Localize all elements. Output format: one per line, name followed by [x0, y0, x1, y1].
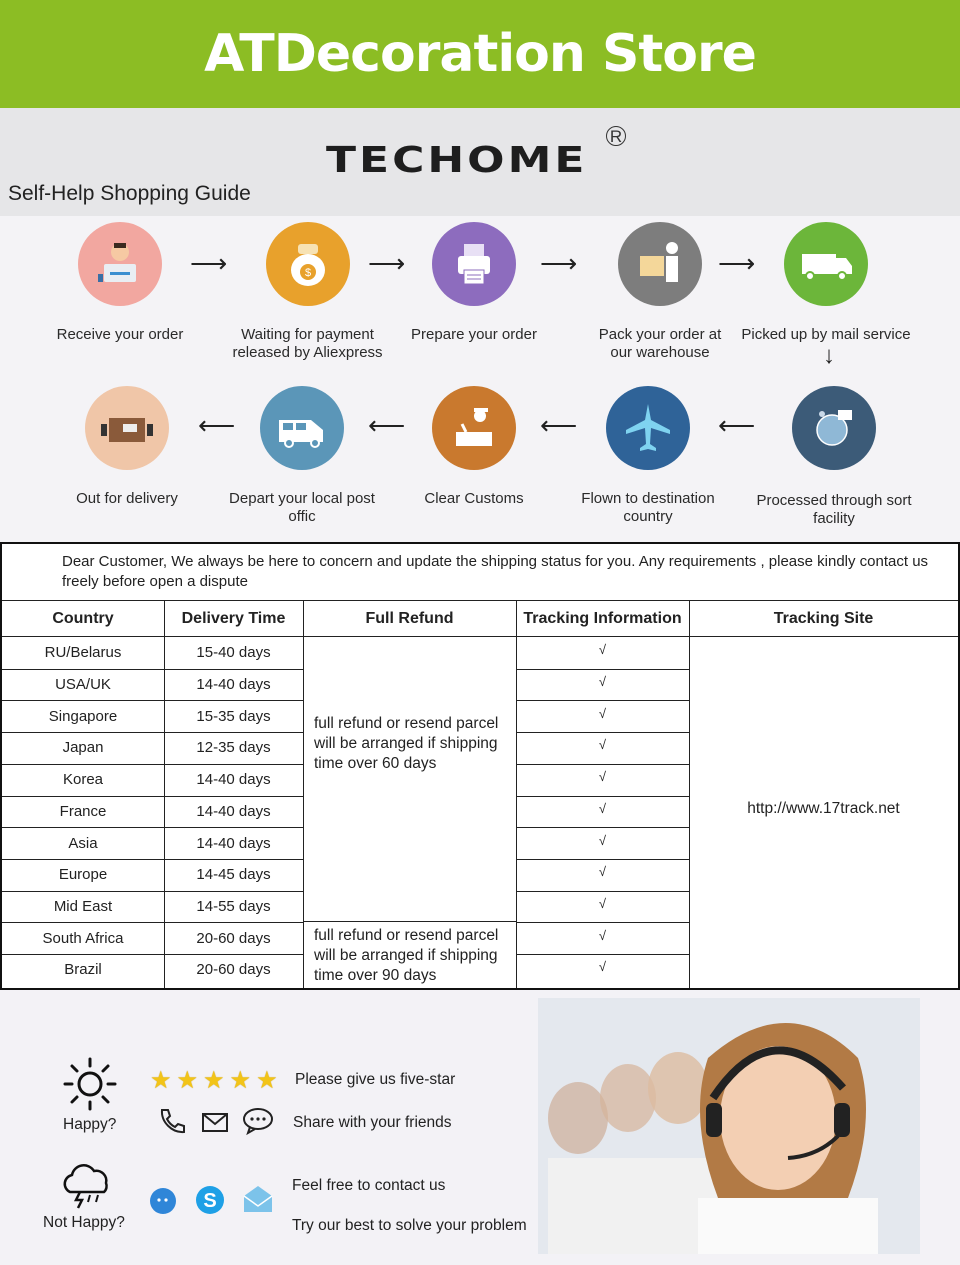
step-label: Prepare your order [411, 326, 537, 343]
country-cell: Singapore [48, 707, 118, 725]
van-icon [260, 386, 344, 470]
registered-mark: R [606, 126, 626, 146]
delivery-time-cell: 20-60 days [196, 929, 271, 947]
country-cell: Europe [58, 866, 108, 884]
tracking-check-cell: √ [598, 895, 607, 911]
tracking-check-cell: √ [598, 674, 607, 690]
truck-icon [784, 222, 868, 306]
airplane-icon [606, 386, 690, 470]
tracking-check-cell: √ [598, 864, 607, 880]
email-icon[interactable] [242, 1184, 274, 1219]
happy-label: Happy? [63, 1116, 117, 1133]
delivery-time-cell: 14-45 days [196, 866, 271, 884]
header-country: Country [52, 609, 114, 627]
step-label: Picked up by mail service [741, 326, 911, 343]
warehouse-worker-icon [618, 222, 702, 306]
step-label: Clear Customs [424, 490, 524, 507]
delivery-time-cell: 15-35 days [196, 707, 271, 725]
star-icon: ★ [176, 1067, 199, 1094]
country-cell: Korea [62, 771, 104, 789]
tracking-check-cell: √ [598, 642, 607, 658]
header-full-refund: Full Refund [365, 609, 454, 627]
star-icon: ★ [256, 1067, 278, 1094]
package-delivery-icon [85, 386, 169, 470]
delivery-time-cell: 15-40 days [196, 644, 271, 662]
delivery-time-cell: 14-40 days [196, 834, 271, 852]
country-cell: South Africa [42, 929, 124, 947]
refund-90-days: full refund or resend parcel will be arranged if shipping time over 90 days [314, 927, 499, 984]
step-sort-facility [750, 386, 918, 528]
arrow-left-icon: ⟵ [368, 410, 406, 440]
svg-text:S: S [203, 1190, 217, 1212]
step-receive-order [40, 222, 200, 344]
printer-icon [432, 222, 516, 306]
shipping-info-panel [0, 542, 960, 990]
chat-icon[interactable] [242, 1106, 276, 1141]
arrow-left-icon: ⟵ [718, 410, 756, 440]
support-agent-photo [538, 998, 920, 1254]
tracking-check-cell: √ [598, 959, 607, 975]
arrow-right-icon: ⟶ [190, 248, 228, 278]
step-flown [574, 386, 722, 526]
country-cell: Mid East [53, 897, 113, 915]
brand-logo: TECHOME [326, 140, 588, 181]
share-text: Share with your friends [293, 1114, 452, 1131]
star-icon: ★ [229, 1067, 252, 1094]
refund-60-days: full refund or resend parcel will be arranged if shipping time over 60 days [314, 715, 499, 772]
solve-text: Try our best to solve your problem [292, 1217, 527, 1234]
envelope-icon[interactable] [200, 1106, 230, 1141]
star-icon: ★ [203, 1067, 225, 1094]
header-tracking-site: Tracking Site [773, 609, 874, 627]
step-label: Pack your order at our warehouse [598, 326, 722, 361]
tracking-check-cell: √ [598, 737, 607, 753]
step-label: Processed through sort facility [756, 492, 912, 527]
step-pack-order [586, 222, 734, 362]
arrow-down-icon: ↓ [823, 342, 835, 369]
customer-notice: Dear Customer, We always be here to concern and update the shipping status for you. Any requirements , please kindly contact us freely before open a dispute [62, 553, 929, 590]
five-star-rating [150, 1066, 278, 1095]
step-label: Waiting for payment released by Aliexpress [232, 326, 383, 361]
arrow-right-icon: ⟶ [718, 248, 756, 278]
receive-order-icon [78, 222, 162, 306]
step-depart-post [228, 386, 376, 526]
five-star-text: Please give us five-star [295, 1071, 456, 1088]
country-cell: USA/UK [55, 676, 111, 694]
country-cell: France [59, 802, 107, 820]
tracking-check-cell: √ [598, 927, 607, 943]
step-label: Depart your local post offic [229, 490, 375, 525]
divider [303, 921, 516, 922]
delivery-time-cell: 14-55 days [196, 897, 271, 915]
contact-text: Feel free to contact us [292, 1177, 446, 1194]
arrow-right-icon: ⟶ [540, 248, 578, 278]
tracking-check-cell: √ [598, 769, 607, 785]
guide-title: Self-Help Shopping Guide [8, 182, 251, 205]
phone-icon[interactable] [156, 1106, 186, 1141]
sun-icon [62, 1056, 118, 1117]
step-out-delivery [52, 386, 202, 508]
step-picked-up [740, 222, 912, 344]
tracking-check-cell: √ [598, 832, 607, 848]
storm-cloud-icon [58, 1160, 116, 1215]
svg-text:$: $ [304, 267, 311, 279]
tracking-check-cell: √ [598, 705, 607, 721]
delivery-time-cell: 14-40 days [196, 802, 271, 820]
step-prepare-order [400, 222, 548, 344]
star-icon: ★ [150, 1067, 172, 1094]
country-cell: RU/Belarus [44, 644, 122, 662]
header-tracking-info: Tracking Information [523, 609, 682, 627]
arrow-left-icon: ⟵ [198, 410, 236, 440]
header-delivery-time: Delivery Time [181, 609, 286, 627]
country-cell: Asia [68, 834, 98, 852]
shipping-flow [0, 216, 960, 542]
country-cell: Japan [62, 739, 104, 757]
step-label: Out for delivery [76, 490, 178, 507]
step-waiting-payment [225, 222, 390, 362]
store-banner [0, 0, 960, 108]
step-customs [400, 386, 548, 508]
country-cell: Brazil [64, 961, 102, 979]
messenger-icon[interactable] [148, 1186, 178, 1221]
delivery-time-cell: 14-40 days [196, 771, 271, 789]
tracking-site-link[interactable]: http://www.17track.net [747, 800, 900, 817]
column-divider [303, 600, 304, 988]
payment-bag-icon [266, 222, 350, 306]
tracking-check-cell: √ [598, 800, 607, 816]
customs-officer-icon [432, 386, 516, 470]
delivery-time-cell: 14-40 days [196, 676, 271, 694]
arrow-right-icon: ⟶ [368, 248, 406, 278]
globe-mail-icon [792, 386, 876, 470]
store-title: ATDecoration Store [204, 24, 756, 84]
arrow-left-icon: ⟵ [540, 410, 578, 440]
step-label: Flown to destination country [581, 490, 715, 525]
not-happy-label: Not Happy? [43, 1214, 125, 1231]
step-label: Receive your order [56, 326, 184, 343]
skype-icon[interactable] [194, 1184, 226, 1221]
delivery-time-cell: 20-60 days [196, 961, 271, 979]
delivery-time-cell: 12-35 days [196, 739, 271, 757]
